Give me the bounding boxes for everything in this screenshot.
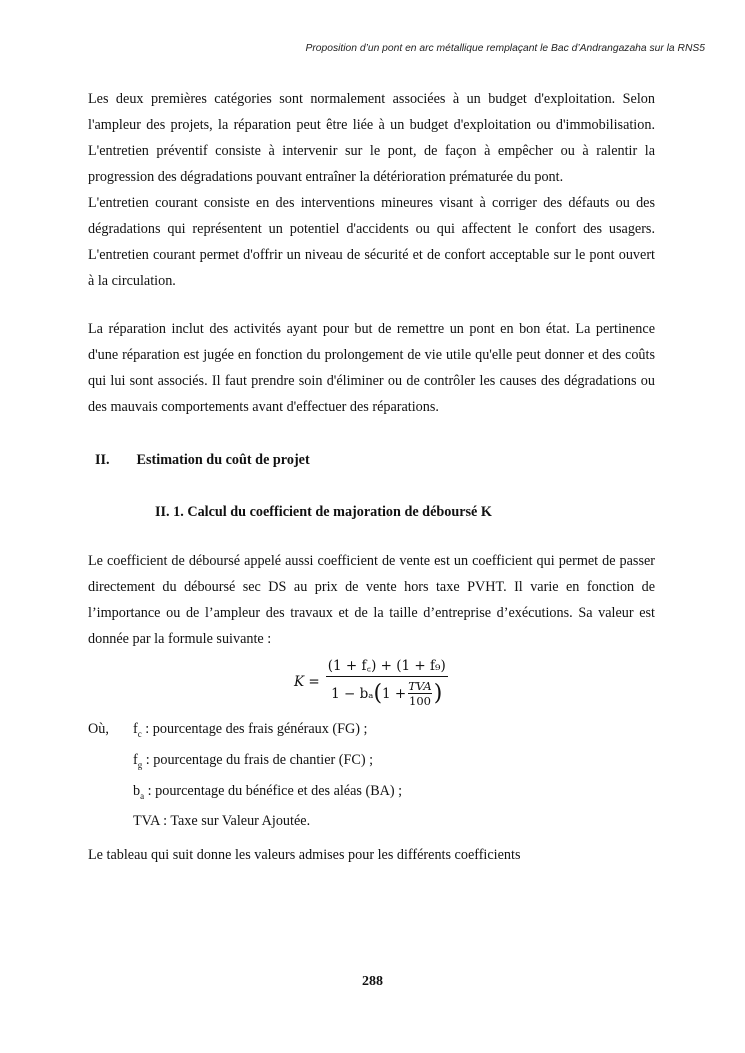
tva-numerator: TVA	[408, 679, 432, 693]
definition-row-ba	[133, 778, 402, 809]
def-symbol: TVA	[133, 813, 160, 830]
paragraph-maintenance-part1: Les deux premières catégories sont normalement associées à un budget d'exploitation. Selon l'ampleur des projets, la réparation peut être liée à un budget d'exploitation ou d'immobilisation. L'entretien préventif consiste à intervenir sur le pont, de façon à empêcher ou à ralentir la progression des dégradations pouvant entraîner la détérioration prématurée du pont.	[88, 91, 655, 185]
paragraph-maintenance-part2: L'entretien courant consiste en des interventions mineures visant à corriger des défauts ou des dégradations qui représentent un potentiel d'accidents ou qui affectent le confort des usagers. L'entretien courant permet d'offrir un niveau de sécurité et de confort acceptable sur le pont ouvert à la circulation.	[88, 195, 655, 289]
def-text: : pourcentage des frais généraux (FG) ;	[141, 721, 368, 737]
formula-den-prefix: 1 − bₐ	[331, 685, 374, 702]
right-paren: )	[433, 680, 443, 706]
formula-numerator: (1 + f꜀) + (1 + f₉)	[327, 658, 446, 674]
def-symbol: b	[133, 782, 141, 799]
definition-tva	[133, 808, 310, 834]
formula-denominator	[331, 677, 442, 708]
def-text: : Taxe sur Valeur Ajoutée.	[159, 813, 311, 830]
page-number: 288	[362, 974, 383, 989]
definitions-list	[88, 716, 402, 834]
section-number: II.	[95, 452, 110, 468]
definition-fg	[133, 747, 373, 778]
left-paren: (	[373, 680, 383, 706]
def-subscript: c	[137, 728, 142, 739]
paragraph-maintenance	[88, 86, 655, 294]
definitions-lead: Où,	[88, 721, 109, 737]
def-text: : pourcentage du frais de chantier (FC) ;	[142, 751, 374, 768]
definition-row-tva	[133, 808, 402, 834]
tva-fraction	[408, 679, 432, 708]
section-title: Estimation du coût de projet	[136, 452, 310, 468]
subsection-heading: II. 1. Calcul du coefficient de majoration de déboursé K	[155, 504, 492, 520]
formula-fraction	[326, 656, 448, 708]
paragraph-table-intro: Le tableau qui suit donne les valeurs admises pour les différents coefficients	[88, 847, 521, 863]
def-text: : pourcentage du bénéfice et des aléas (BA) ;	[144, 782, 403, 799]
section-heading	[95, 447, 310, 473]
definition-ba	[133, 778, 402, 809]
def-symbol: f	[133, 751, 138, 768]
definition-fc	[133, 716, 367, 747]
definition-row-fc	[88, 716, 402, 747]
formula-lhs: K =	[294, 674, 320, 690]
definition-row-fg	[133, 747, 402, 778]
def-subscript: a	[140, 790, 145, 801]
def-symbol: f	[133, 721, 138, 737]
def-subscript: g	[137, 759, 143, 770]
formula-den-one: 1 +	[382, 685, 407, 702]
paragraph-repair: La réparation inclut des activités ayant pour but de remettre un pont en bon état. La pertinence d'une réparation est jugée en fonction du prolongement de vie utile qu'elle peut donner et des coûts qui lui sont associés. Il faut prendre soin d'éliminer ou de contrôler les causes des dégradations ou des mauvais comportements avant d'effectuer des réparations.	[88, 321, 655, 415]
paragraph-coefficient: Le coefficient de déboursé appelé aussi coefficient de vente est un coefficient qui permet de passer directement du déboursé sec DS au prix de vente hors taxe PVHT. Il varie en fonction de l’importance ou de l’ampleur des travaux et de la taille d’entreprise d’exécutions. Sa valeur est donnée par la formule suivante :	[88, 553, 655, 647]
running-header: Proposition d’un pont en arc métallique remplaçant le Bac d’Andrangazaha sur la RNS5	[305, 43, 705, 54]
tva-denominator: 100	[409, 694, 431, 708]
formula-k	[294, 656, 448, 708]
